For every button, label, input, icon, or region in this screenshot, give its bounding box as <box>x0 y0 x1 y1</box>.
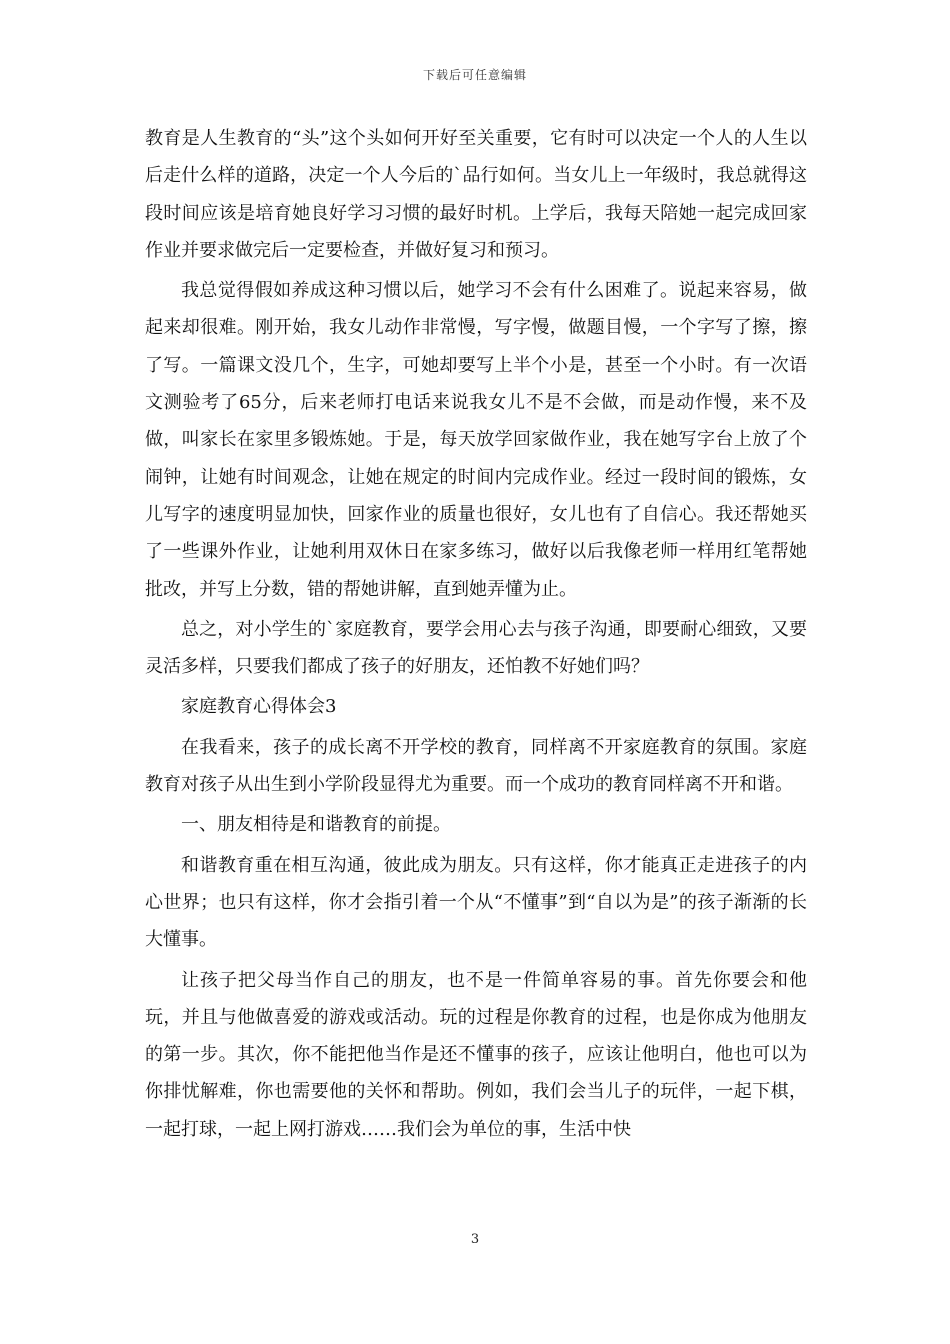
paragraph-3: 总之，对小学生的`家庭教育，要学会用心去与孩子沟通，即要耐心细致，又要灵活多样，只要我们都成了孩子的好朋友，还怕教不好她们吗？ <box>145 618 807 678</box>
page-number: 3 <box>470 1232 480 1247</box>
paragraph-1: 教育是人生教育的“头”这个头如何开好至关重要，它有时可以决定一个人的人生以后走什么样的道路，决定一个人今后的`品行如何。当女儿上一年级时，我总就得这段时间应该是培育她良好学习习惯的最好时机。上学后，我每天陪她一起完成回家作业并要求做完后一定要检查，并做好复习和预习。 <box>145 128 807 261</box>
paragraph-2: 我总觉得假如养成这种习惯以后，她学习不会有什么困难了。说起来容易，做起来却很难。刚开始，我女儿动作非常慢，写字慢，做题目慢，一个字写了擦，擦了写。一篇课文没几个，生字，可她却要写上半个小是，甚至一个小时。有一次语文测验考了65分，后来老师打电话来说我女儿不是不会做，而是动作慢，来不及做，叫家长在家里多锻炼她。于是，每天放学回家做作业，我在她写字台上放了个闹钟，让她有时间观念，让她在规定的时间内完成作业。经过一段时间的锻炼，女儿写字的速度明显加快，回家作业的质量也很好，女儿也有了自信心。我还帮她买了一些课外作业，让她利用双休日在家多练习，做好以后我像老师一样用红笔帮她批改，并写上分数，错的帮她讲解，直到她弄懂为止。 <box>145 280 807 600</box>
paragraph-5: 和谐教育重在相互沟通，彼此成为朋友。只有这样，你才能真正走进孩子的内心世界；也只有这样，你才会指引着一个从“不懂事”到“自以为是”的孩子渐渐的长大懂事。 <box>145 854 807 951</box>
subheading-1: 一、朋友相待是和谐教育的前提。 <box>181 814 451 836</box>
section-heading: 家庭教育心得体会3 <box>181 696 337 718</box>
page-header: 下载后可任意编辑 <box>422 68 527 82</box>
paragraph-6: 让孩子把父母当作自己的朋友，也不是一件简单容易的事。首先你要会和他玩，并且与他做喜爱的游戏或活动。玩的过程是你教育的过程，也是你成为他朋友的第一步。其次，你不能把他当作是还不懂事的孩子，应该让他明白，他也可以为你排忧解难，你也需要他的关怀和帮助。例如，我们会当儿子的玩伴，一起下棋，一起打球，一起上网打游戏……我们会为单位的事，生活中快 <box>145 969 807 1140</box>
paragraph-4: 在我看来，孩子的成长离不开学校的教育，同样离不开家庭教育的氛围。家庭教育对孩子从出生到小学阶段显得尤为重要。而一个成功的教育同样离不开和谐。 <box>145 736 807 796</box>
document-body <box>145 120 807 1148</box>
